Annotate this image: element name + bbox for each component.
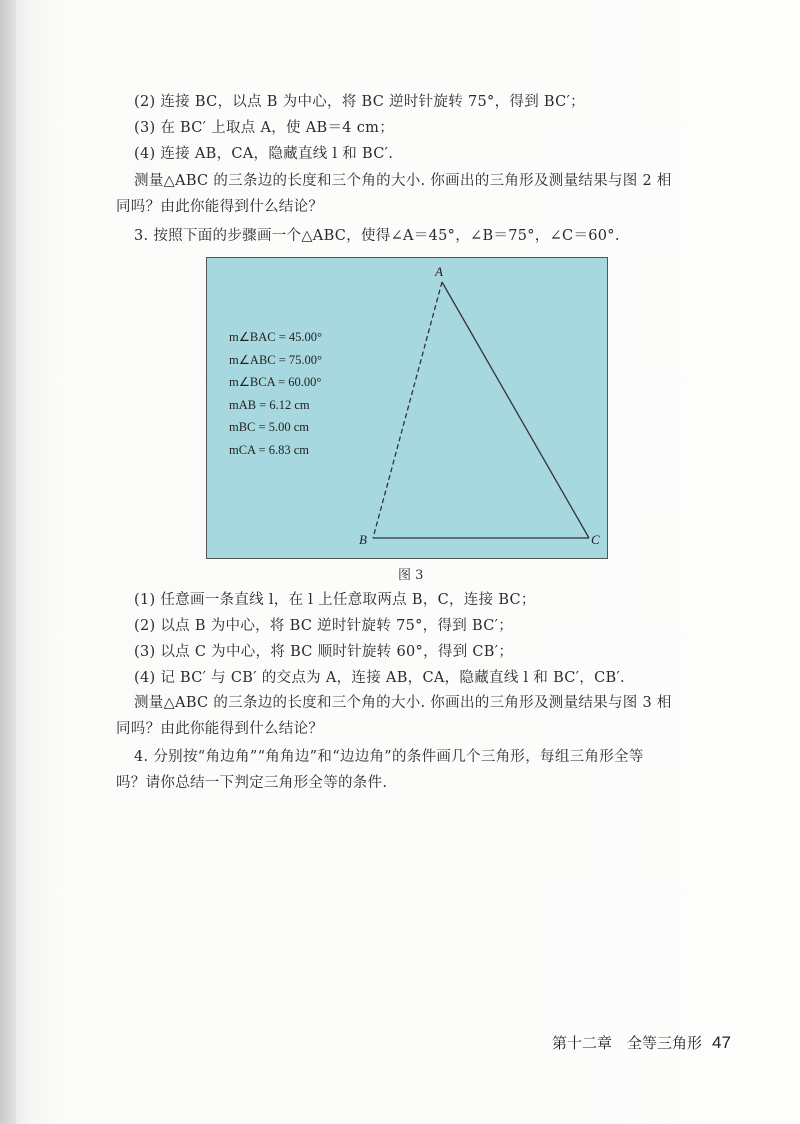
question-4 [116, 744, 716, 770]
step-2-top: (2) 连接 BC，以点 B 为中心，将 BC 逆时针旋转 75°，得到 BC′； [134, 94, 585, 110]
question-4-line-1: 4. 分别按“角边角”“角角边”和“边边角”的条件画几个三角形，每组三角形全等 [134, 749, 644, 765]
figure-3-diagram [206, 257, 608, 559]
measure-angle-bca: m∠BCA = 60.00° [229, 375, 322, 389]
question-4-cont [116, 770, 716, 796]
paragraph-2-line-1: 测量△ABC 的三条边的长度和三个角的大小. 你画出的三角形及测量结果与图 3 相 [134, 695, 672, 711]
measure-side-ca: mCA = 6.83 cm [229, 442, 309, 457]
paragraph-2 [116, 690, 716, 716]
paragraph-1-line-2: 同吗？由此你能得到什么结论？ [116, 199, 324, 215]
book-spine-shadow [0, 0, 16, 1124]
measure-angle-bac: m∠BAC = 45.00° [229, 330, 323, 344]
fig3-step-2: (2) 以点 B 为中心，将 BC 逆时针旋转 75°，得到 BC′； [134, 618, 513, 634]
step-3-top: (3) 在 BC′ 上取点 A，使 AB＝4 cm； [134, 120, 394, 136]
fig3-step-3: (3) 以点 C 为中心，将 BC 顺时针旋转 60°，得到 CB′； [134, 644, 514, 660]
side-ab-dashed [373, 282, 442, 538]
question-4-line-2: 吗？请你总结一下判定三角形全等的条件. [116, 775, 388, 791]
chapter-title: 第十二章 全等三角形 [552, 1034, 703, 1052]
figure-caption: 图 3 [398, 568, 424, 583]
fig3-step-4: (4) 记 BC′ 与 CB′ 的交点为 A，连接 AB，CA，隐藏直线 l 和 BC′，CB′. [134, 670, 625, 686]
measure-angle-abc: m∠ABC = 75.00° [229, 352, 323, 367]
paragraph-1-cont [116, 194, 716, 220]
paragraph-2-line-2: 同吗？由此你能得到什么结论？ [116, 721, 324, 737]
question-3: 3. 按照下面的步骤画一个△ABC，使得∠A＝45°，∠B＝75°，∠C＝60°. [134, 228, 620, 244]
measurement-list [229, 326, 322, 461]
side-ac [442, 282, 589, 538]
measure-side-ab: mAB = 6.12 cm [229, 397, 310, 412]
vertex-c-label: C [591, 532, 600, 547]
paragraph-2-cont [116, 716, 716, 742]
step-4-top: (4) 连接 AB，CA，隐藏直线 l 和 BC′. [134, 146, 394, 162]
paragraph-1-line-1: 测量△ABC 的三条边的长度和三个角的大小. 你画出的三角形及测量结果与图 2 相 [134, 173, 672, 189]
paragraph-1 [116, 168, 716, 194]
page-footer [552, 1032, 731, 1053]
measure-side-bc: mBC = 5.00 cm [229, 420, 309, 434]
vertex-a-label: A [435, 264, 443, 279]
vertex-b-label: B [359, 532, 367, 547]
page-number: 47 [712, 1033, 731, 1052]
fig3-step-1: (1) 任意画一条直线 l，在 l 上任意取两点 B，C，连接 BC； [134, 592, 536, 608]
